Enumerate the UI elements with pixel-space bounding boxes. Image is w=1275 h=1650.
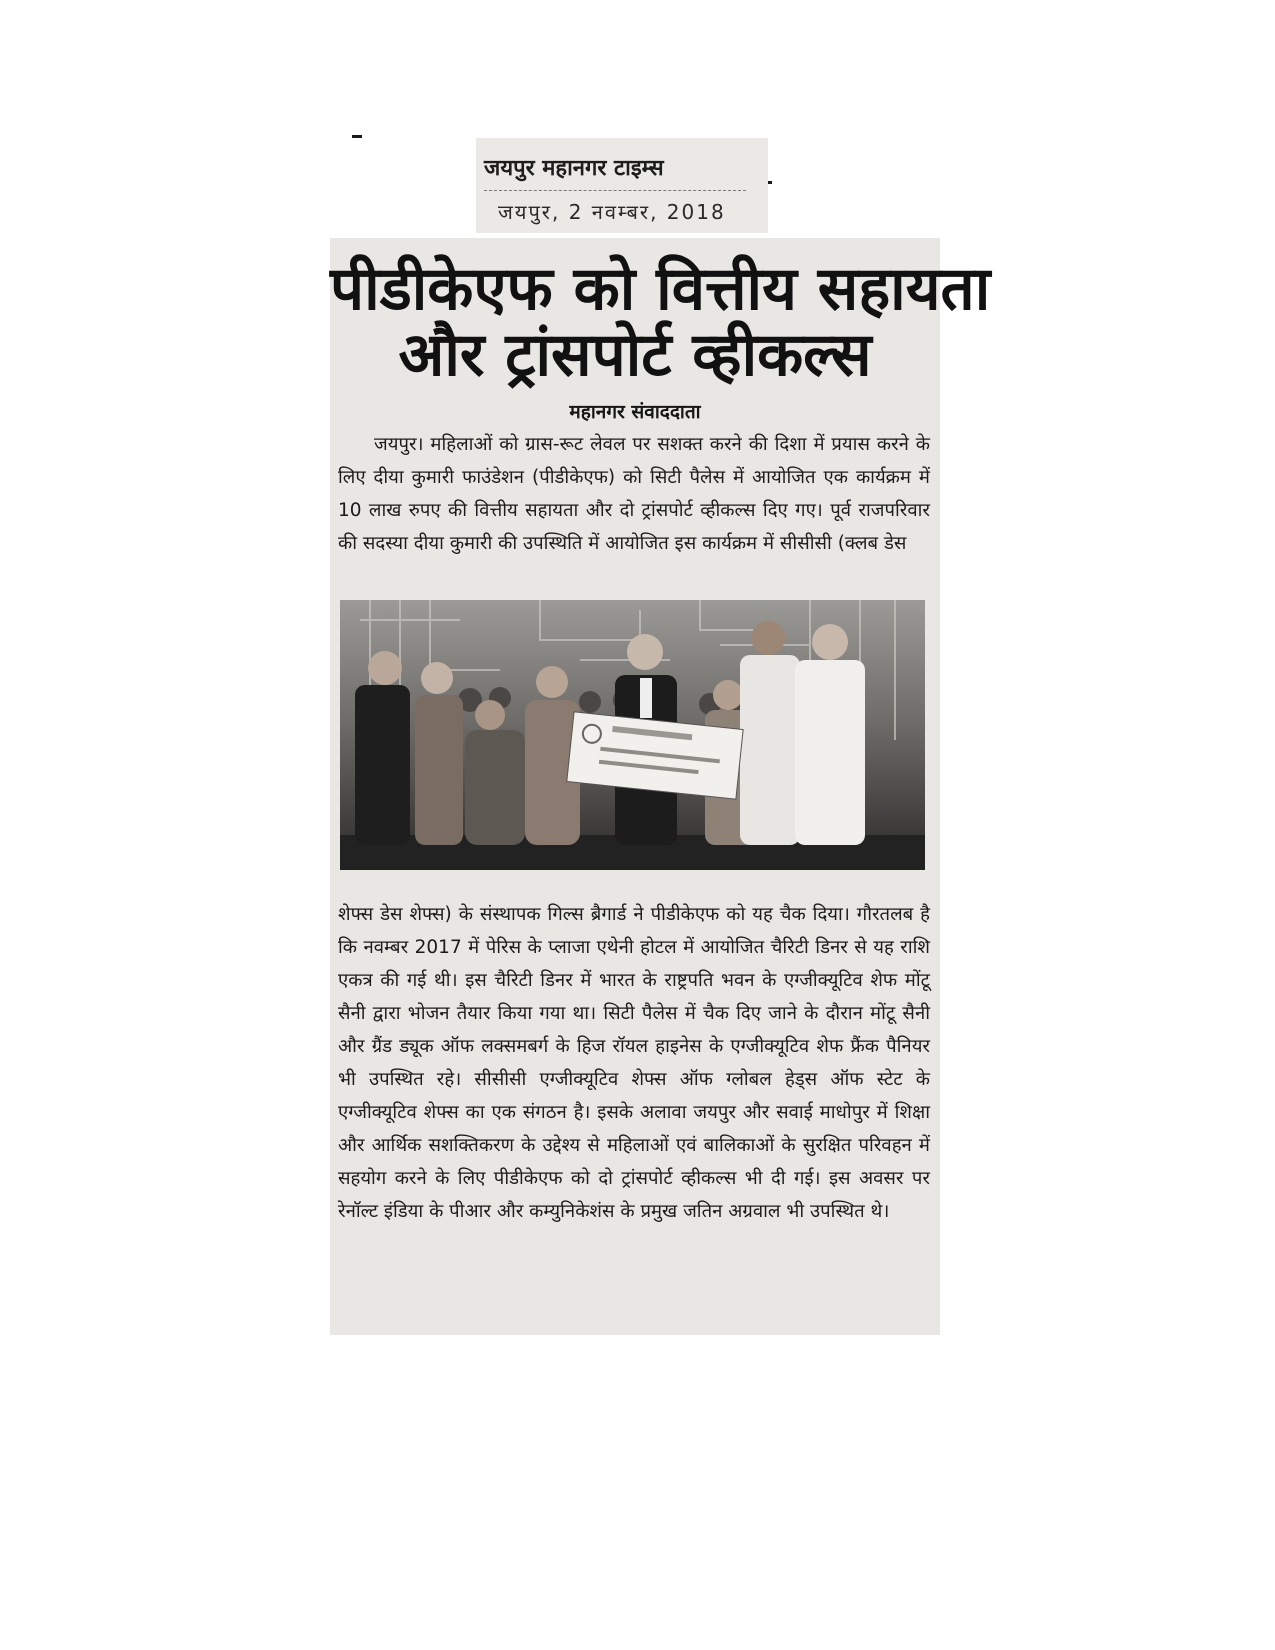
headline-line-1: पीडीकेएफ को वित्तीय सहायता	[330, 254, 991, 324]
article-clipping	[330, 238, 991, 1335]
newspaper-name: जयपुर महानगर टाइम्स	[484, 156, 664, 181]
headline-line-2: और ट्रांसपोर्ट व्हीकल्स	[398, 320, 872, 390]
article-paragraph-2	[338, 898, 930, 1228]
byline: महानगर संवाददाता	[569, 401, 701, 423]
masthead	[476, 138, 768, 233]
paragraph-text: जयपुर। महिलाओं को ग्रास-रूट लेवल पर सशक्त करने की दिशा में प्रयास करने के लिए दीया कुमारी फाउंडेशन (पीडीकेएफ) को सिटी पैलेस में आयोजित एक कार्यक्रम में 10 लाख रुपए की वित्तीय सहायता और दो ट्रांसपोर्ट व्हीकल्स दिए गए। पूर्व राजपरिवार की सदस्या दीया कुमारी की उपस्थिति में आयोजित इस कार्यक्रम में सीसीसी (क्लब डेस	[338, 434, 930, 554]
dateline: जयपुर, 2 नवम्बर, 2018	[498, 200, 726, 224]
masthead-divider	[484, 190, 746, 191]
scan-speck	[352, 135, 362, 138]
article-paragraph-1	[338, 428, 930, 560]
paragraph-text: शेफ्स डेस शेफ्स) के संस्थापक गिल्स ब्रैगार्ड ने पीडीकेएफ को यह चैक दिया। गौरतलब है कि नवम्बर 2017 में पेरिस के प्लाजा एथेनी होटल में आयोजित चैरिटी डिनर से यह राशि एकत्र की गई थी। इस चैरिटी डिनर में भारत के राष्ट्रपति भवन के एग्जीक्यूटिव शेफ मोंटू सैनी द्वारा भोजन तैयार किया गया था। सिटी पैलेस में चैक दिए जाने के दौरान मोंटू सैनी और ग्रैंड ड्यूक ऑफ लक्समबर्ग के हिज रॉयल हाइनेस के एग्जीक्यूटिव शेफ फ्रैंक पैनियर भी उपस्थित रहे। सीसीसी एग्जीक्यूटिव शेफ्स ऑफ ग्लोबल हेड्स ऑफ स्टेट के एग्जीक्यूटिव शेफ्स का एक संगठन है। इसके अलावा जयपुर और सवाई माधोपुर में शिक्षा और आर्थिक सशक्तिकरण के उद्देश्य से महिलाओं एवं बालिकाओं के सुरक्षित परिवहन में सहयोग करने के लिए पीडीकेएफ को दो ट्रांसपोर्ट व्हीकल्स भी दी गई। इस अवसर पर रेनॉल्ट इंडिया के पीआर और कम्युनिकेशंस के प्रमुख जतिन अग्रवाल भी उपस्थित थे।	[338, 904, 930, 1222]
event-photo	[340, 600, 925, 870]
cheque-presentation-photo	[340, 600, 925, 870]
